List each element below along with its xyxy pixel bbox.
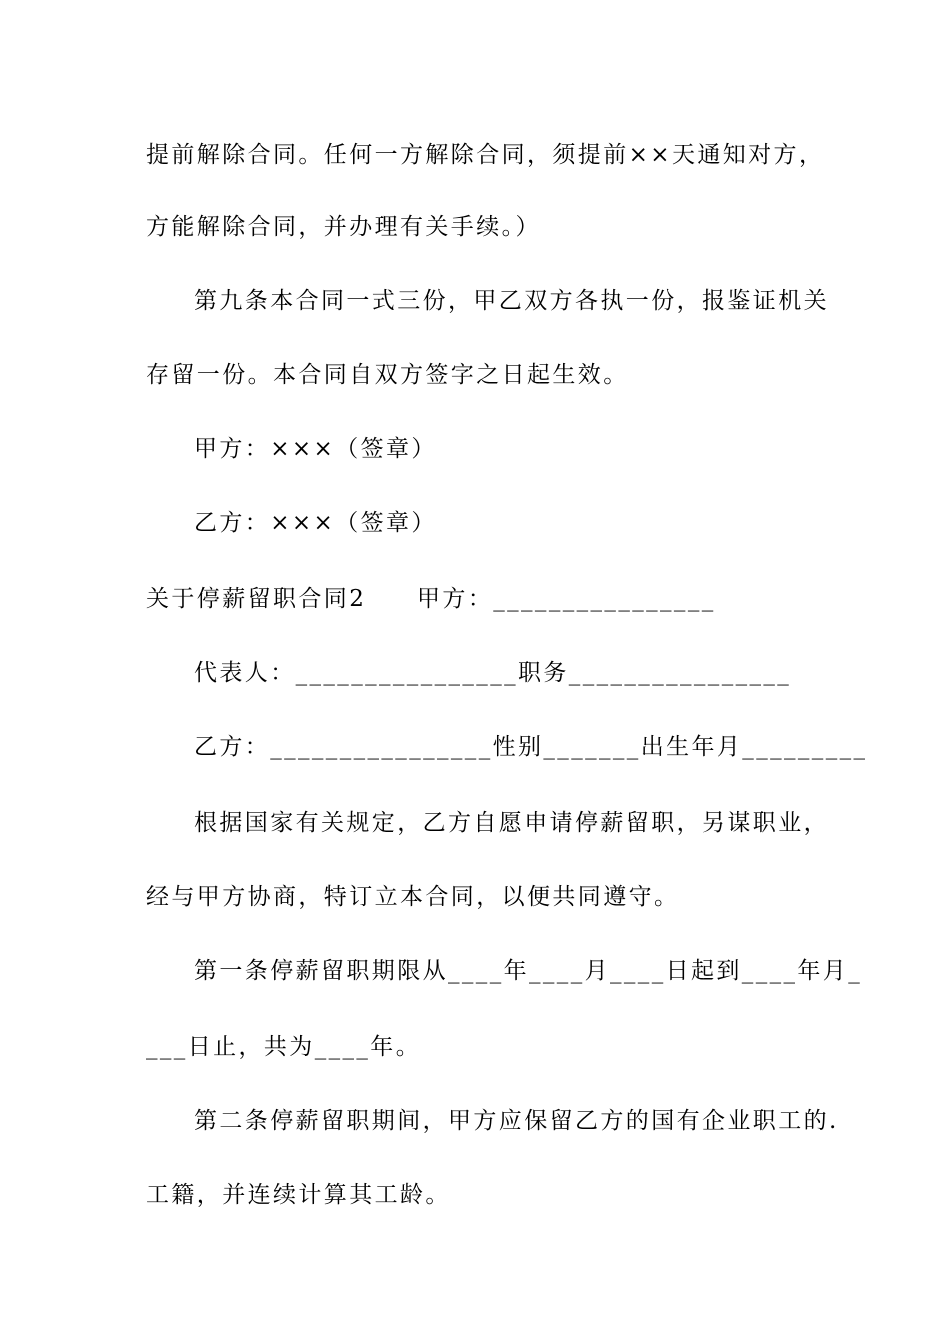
text-line: 工籍，并连续计算其工龄。 xyxy=(146,1182,451,1208)
party-b-info-line: 乙方：________________性别_______出生年月_________ xyxy=(194,734,868,760)
text-line: 方能解除合同，并办理有关手续。） xyxy=(146,214,541,240)
text-line: 提前解除合同。任何一方解除合同，须提前××天通知对方， xyxy=(146,142,825,168)
article-two-paragraph: 第二条停薪留职期间，甲方应保留乙方的国有企业职工的. xyxy=(194,1108,839,1134)
contract-title-line: 关于停薪留职合同2 甲方：________________ xyxy=(146,586,716,612)
article-nine-paragraph: 第九条本合同一式三份，甲乙双方各执一份，报鉴证机关 xyxy=(194,288,829,314)
text-line: 经与甲方协商，特订立本合同，以便共同遵守。 xyxy=(146,884,680,910)
article-one-paragraph: 第一条停薪留职期限从____年____月____日起到____年月_ xyxy=(194,958,863,984)
text-line: 存留一份。本合同自双方签字之日起生效。 xyxy=(146,362,629,388)
party-b-signature-line: 乙方：×××（签章） xyxy=(194,510,437,536)
party-a-signature-line: 甲方：×××（签章） xyxy=(194,436,437,462)
preamble-paragraph: 根据国家有关规定，乙方自愿申请停薪留职，另谋职业， xyxy=(194,810,829,836)
representative-line: 代表人：________________职务________________ xyxy=(194,660,792,686)
text-line: ___日止，共为____年。 xyxy=(146,1034,422,1060)
